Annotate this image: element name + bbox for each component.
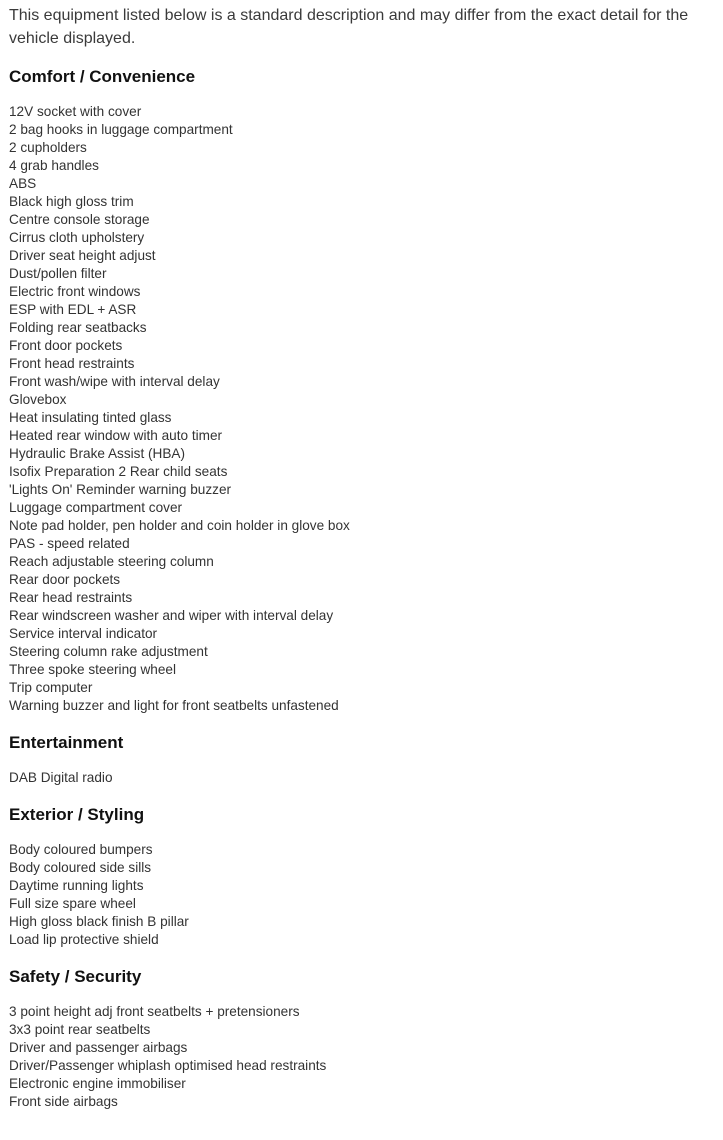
- equipment-page: [9, 4, 699, 1111]
- equipment-item: Driver seat height adjust: [9, 248, 156, 263]
- equipment-item: Electronic engine immobiliser: [9, 1076, 186, 1091]
- equipment-item: 3 point height adj front seatbelts + pretensioners: [9, 1004, 300, 1019]
- section-title-safety-security: Safety / Security: [9, 967, 142, 986]
- section-title-entertainment: Entertainment: [9, 733, 124, 752]
- equipment-item: 'Lights On' Reminder warning buzzer: [9, 482, 232, 497]
- equipment-item: PAS - speed related: [9, 536, 130, 551]
- equipment-item: Driver and passenger airbags: [9, 1040, 188, 1055]
- equipment-item: Rear door pockets: [9, 572, 121, 587]
- equipment-item: DAB Digital radio: [9, 770, 113, 785]
- equipment-item: Glovebox: [9, 392, 67, 407]
- equipment-item: Heat insulating tinted glass: [9, 410, 172, 425]
- equipment-item: 4 grab handles: [9, 158, 99, 173]
- equipment-item: Front door pockets: [9, 338, 123, 353]
- equipment-item: ABS: [9, 176, 37, 191]
- equipment-item: Trip computer: [9, 680, 93, 695]
- equipment-item: Cirrus cloth upholstery: [9, 230, 145, 245]
- equipment-list-exterior-styling: [9, 841, 699, 949]
- equipment-item: Front head restraints: [9, 356, 135, 371]
- equipment-item: Black high gloss trim: [9, 194, 134, 209]
- equipment-item: Isofix Preparation 2 Rear child seats: [9, 464, 228, 479]
- equipment-item: 2 bag hooks in luggage compartment: [9, 122, 233, 137]
- equipment-disclaimer: This equipment listed below is a standard description and may differ from the exact detail for the vehicle displayed.: [9, 7, 689, 47]
- equipment-item: Load lip protective shield: [9, 932, 159, 947]
- equipment-item: Front side airbags: [9, 1094, 118, 1109]
- equipment-item: Reach adjustable steering column: [9, 554, 214, 569]
- equipment-item: Three spoke steering wheel: [9, 662, 176, 677]
- equipment-item: 2 cupholders: [9, 140, 87, 155]
- equipment-list-entertainment: [9, 769, 699, 787]
- equipment-item: High gloss black finish B pillar: [9, 914, 189, 929]
- equipment-item: Body coloured bumpers: [9, 842, 153, 857]
- equipment-item: Electric front windows: [9, 284, 141, 299]
- equipment-item: 12V socket with cover: [9, 104, 142, 119]
- equipment-list-comfort-convenience: [9, 103, 699, 715]
- equipment-item: Dust/pollen filter: [9, 266, 107, 281]
- equipment-item: 3x3 point rear seatbelts: [9, 1022, 151, 1037]
- equipment-list-safety-security: [9, 1003, 699, 1111]
- equipment-item: Body coloured side sills: [9, 860, 152, 875]
- equipment-item: Warning buzzer and light for front seatbelts unfastened: [9, 698, 339, 713]
- equipment-item: Daytime running lights: [9, 878, 144, 893]
- equipment-item: Full size spare wheel: [9, 896, 136, 911]
- equipment-item: Steering column rake adjustment: [9, 644, 208, 659]
- equipment-item: Luggage compartment cover: [9, 500, 183, 515]
- equipment-item: Note pad holder, pen holder and coin holder in glove box: [9, 518, 350, 533]
- equipment-item: Front wash/wipe with interval delay: [9, 374, 220, 389]
- equipment-item: Centre console storage: [9, 212, 150, 227]
- section-title-exterior-styling: Exterior / Styling: [9, 805, 145, 824]
- equipment-item: Folding rear seatbacks: [9, 320, 147, 335]
- equipment-item: Rear head restraints: [9, 590, 133, 605]
- equipment-item: Driver/Passenger whiplash optimised head restraints: [9, 1058, 327, 1073]
- equipment-item: Hydraulic Brake Assist (HBA): [9, 446, 186, 461]
- section-title-comfort-convenience: Comfort / Convenience: [9, 67, 196, 86]
- equipment-item: ESP with EDL + ASR: [9, 302, 137, 317]
- equipment-item: Service interval indicator: [9, 626, 158, 641]
- equipment-item: Heated rear window with auto timer: [9, 428, 223, 443]
- equipment-item: Rear windscreen washer and wiper with interval delay: [9, 608, 334, 623]
